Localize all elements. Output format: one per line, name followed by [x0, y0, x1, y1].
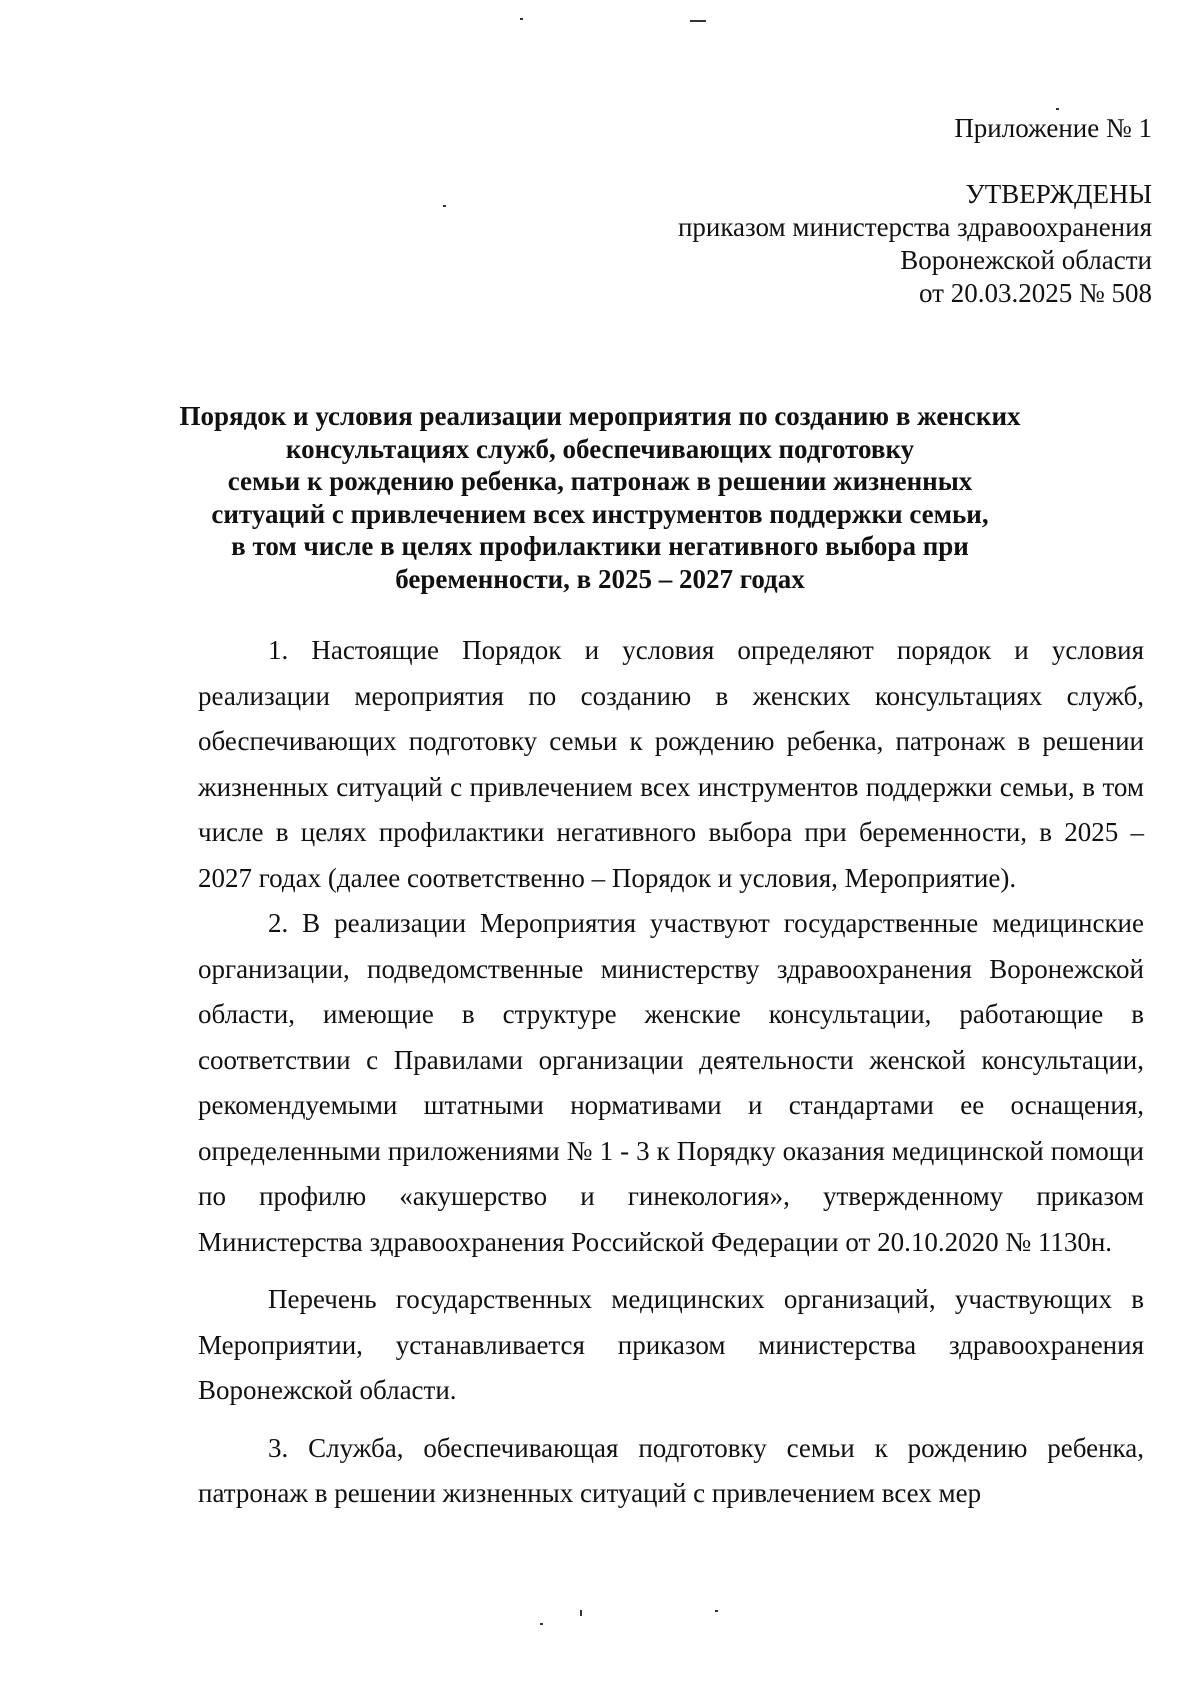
title-line: беременности, в 2025 – 2027 годах	[395, 563, 805, 594]
title-line: семьи к рождению ребенка, патронаж в решении жизненных	[227, 466, 973, 496]
scan-speck	[520, 18, 523, 20]
title-line: в том числе в целях профилактики негативного выбора при	[231, 531, 969, 561]
approval-heading: УТВЕРЖДЕНЫ	[965, 179, 1152, 209]
title-line: ситуаций с привлечением всех инструментов поддержки семьи,	[211, 498, 989, 529]
document-body	[198, 628, 1144, 1517]
title-line: консультациях служб, обеспечивающих подготовку	[285, 433, 915, 464]
document-title	[150, 400, 1050, 595]
scan-speck	[715, 1610, 718, 1612]
scan-speck	[443, 205, 446, 207]
scan-speck	[580, 1610, 582, 1616]
appendix-label	[954, 112, 1152, 145]
title-line: Порядок и условия реализации мероприятия по созданию в женских	[179, 401, 1021, 431]
approval-line-2: Воронежской области	[900, 245, 1152, 275]
appendix-text: Приложение № 1	[954, 113, 1152, 143]
paragraph-1: 1. Настоящие Порядок и условия определяют порядок и условия реализации мероприятия по созданию в женских консультациях служб, обеспечивающих подготовку семьи к рождению ребенка, патронаж в решении жизненных ситуаций с привлечением всех инструментов поддержки семьи, в том числе в целях профилактики негативного выбора при беременности, в 2025 – 2027 годах (далее соответственно – Порядок и условия, Мероприятие).	[198, 635, 1144, 893]
scan-speck	[540, 1623, 543, 1625]
scan-speck	[690, 20, 706, 22]
paragraph-2: 2. В реализации Мероприятия участвуют государственные медицинские организации, подведомственные министерству здравоохранения Воронежской области, имеющие в структуре женские консультации, работающие в соответствии с Правилами организации деятельности женской консультации, рекомендуемыми штатными нормативами и стандартами ее оснащения, определенными приложениями № 1 - 3 к Порядку оказания медицинской помощи по профилю «акушерство и гинекология», утвержденному приказом Министерства здравоохранения Российской Федерации от 20.10.2020 № 1130н.	[198, 908, 1144, 1257]
paragraph-3: 3. Служба, обеспечивающая подготовку семьи к рождению ребенка, патронаж в решении жизненных ситуаций с привлечением всех мер	[198, 1432, 1144, 1508]
approval-line-3: от 20.03.2025 № 508	[919, 278, 1152, 308]
scan-speck	[1056, 108, 1059, 110]
paragraph-list-note: Перечень государственных медицинских организаций, участвующих в Мероприятии, устанавливается приказом министерства здравоохранения Воронежской области.	[198, 1284, 1144, 1405]
approval-stamp-block	[678, 178, 1152, 310]
approval-line-1: приказом министерства здравоохранения	[677, 212, 1152, 242]
